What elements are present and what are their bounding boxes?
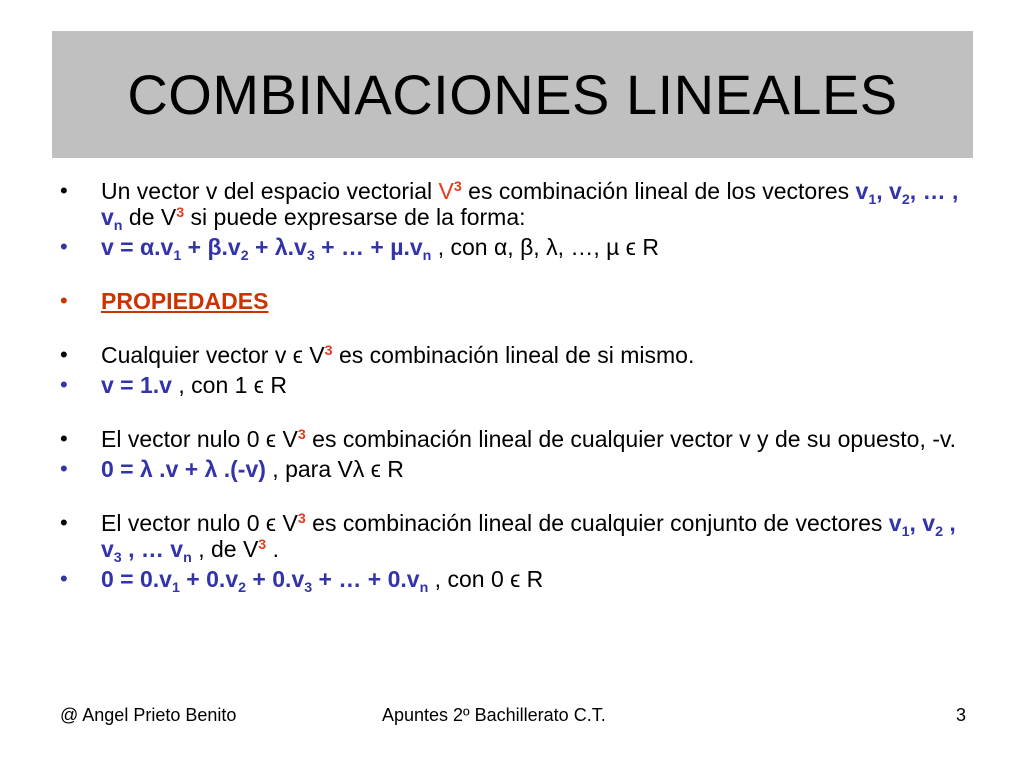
subscript: 1 [173,247,182,264]
bullet-icon: • [60,426,68,451]
text: Un vector v del espacio vectorial [101,178,439,204]
bullet-formula-3 [60,566,960,596]
bullet-formula [60,234,960,264]
subscript: 3 [113,549,122,566]
title-band [52,31,973,158]
text: Cualquier vector v ϵ V [101,342,325,368]
text: , v [101,510,956,562]
text: v = α.v [101,234,174,260]
footer-author: @ Angel Prieto Benito [60,705,237,725]
text: El vector nulo 0 ϵ V [101,426,298,452]
text: es combinación lineal de cualquier vector v y de su opuesto, -v. [305,426,957,452]
superscript: 3 [453,179,462,196]
subscript: 3 [304,579,313,596]
text: , con 1 ϵ R [171,372,287,398]
bullet-icon: • [60,342,68,367]
subscript: 1 [171,579,180,596]
bullet-icon: • [60,510,68,535]
properties-heading: PROPIEDADES [101,288,269,314]
formula [101,234,432,264]
text: 0 = 0.v [101,566,172,592]
formula: 0 = λ .v + λ .(-v) [101,456,266,482]
text: , con 0 ϵ R [428,566,544,592]
text: de V [122,204,177,230]
bullet-formula-1 [60,372,960,398]
subscript: 1 [901,523,910,540]
text: , con α, β, λ, …, µ ϵ R [431,234,659,260]
superscript: 3 [258,537,267,554]
bullet-property-3 [60,510,960,566]
text: v [888,510,902,536]
text: . [266,536,280,562]
text: + 0.v [179,566,239,592]
bullet-icon: • [60,566,68,591]
text: v [855,178,869,204]
text: es combinación lineal de si mismo. [332,342,695,368]
subscript: 2 [240,247,249,264]
text: , … v [121,536,184,562]
v-letter: V [438,178,454,204]
bullet-icon: • [60,288,68,313]
text: , v [876,178,902,204]
footer-course: Apuntes 2º Bachillerato C.T. [382,705,606,725]
subscript: 2 [901,191,910,208]
text: , v [909,510,936,536]
bullet-list [60,178,960,596]
subscript: n [419,579,429,596]
text: es combinación lineal de cualquier conjunto de vectores [305,510,889,536]
slide-title: COMBINACIONES LINEALES [127,63,898,126]
page-number: 3 [955,705,966,725]
subscript: n [422,247,432,264]
text: es combinación lineal de los vectores [461,178,856,204]
subscript: n [113,217,123,234]
bullet-properties-heading [60,288,960,314]
superscript: 3 [297,427,306,444]
text: + λ.v [248,234,307,260]
text: , de V [191,536,259,562]
text: , … , v [101,178,959,230]
bullet-icon: • [60,456,68,481]
superscript: 3 [324,343,333,360]
bullet-property-2 [60,426,960,452]
subscript: n [183,549,192,566]
bullet-icon: • [60,372,68,397]
text: , para Vλ ϵ R [265,456,404,482]
bullet-formula-2 [60,456,960,482]
text: + … + µ.v [314,234,423,260]
formula: v = 1.v [101,372,172,398]
superscript: 3 [297,511,306,528]
subscript: 1 [868,191,877,208]
text: si puede expresarse de la forma: [184,204,526,230]
bullet-property-1 [60,342,960,368]
text: El vector nulo 0 ϵ V [101,510,298,536]
bullet-icon: • [60,178,68,203]
text: + … + 0.v [312,566,420,592]
bullet-icon: • [60,234,68,259]
text: + β.v [181,234,241,260]
subscript: 2 [935,523,944,540]
text: + 0.v [246,566,305,592]
superscript: 3 [176,205,185,222]
formula [101,566,429,596]
v3-symbol [439,178,462,204]
subscript: 2 [238,579,247,596]
subscript: 3 [306,247,315,264]
bullet-definition [60,178,960,234]
